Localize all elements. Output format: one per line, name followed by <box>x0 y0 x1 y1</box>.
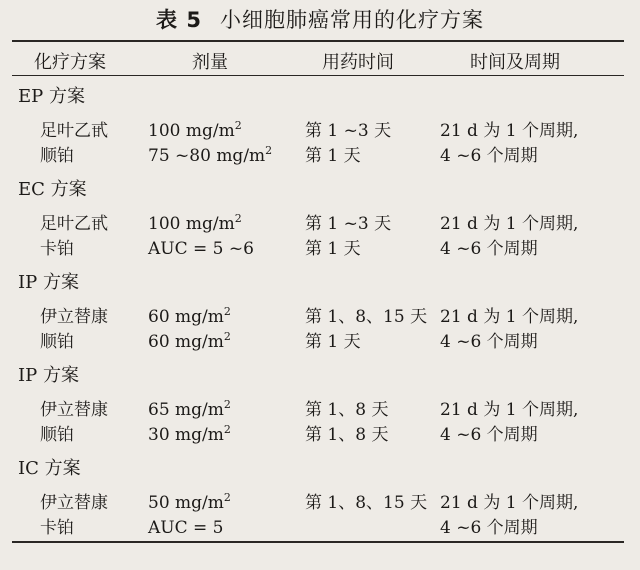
table-title: 小细胞肺癌常用的化疗方案 <box>219 8 484 32</box>
drug-name: 顺铂 <box>40 425 74 445</box>
drug-name: 伊立替康 <box>40 400 108 420</box>
drug-dose <box>148 399 231 421</box>
cycle-info: 4 ~6 个周期 <box>440 146 538 166</box>
dose-value: 30 mg/m <box>148 425 224 445</box>
dosing-time: 第 1 ~3 天 <box>305 214 392 234</box>
cycle-info: 4 ~6 个周期 <box>440 239 538 259</box>
header-cycle: 时间及周期 <box>470 52 560 73</box>
drug-name: 足叶乙甙 <box>40 214 108 234</box>
header-regimen: 化疗方案 <box>34 52 106 73</box>
drug-dose <box>148 331 231 353</box>
dose-exponent: 2 <box>234 119 242 132</box>
bottom-rule <box>12 541 624 543</box>
regimen-name: EC 方案 <box>18 179 87 200</box>
dose-exponent: 2 <box>223 305 231 318</box>
dose-value: 60 mg/m <box>148 332 224 352</box>
regimen-name: EP 方案 <box>18 86 85 107</box>
dose-value: AUC = 5 ~6 <box>148 239 254 259</box>
dosing-time: 第 1 ~3 天 <box>305 121 392 141</box>
drug-name: 伊立替康 <box>40 493 108 513</box>
table-caption <box>0 4 640 34</box>
dose-exponent: 2 <box>265 144 273 157</box>
dosing-time: 第 1 天 <box>305 239 361 259</box>
regimen-name: IP 方案 <box>18 365 79 386</box>
dose-exponent: 2 <box>223 491 231 504</box>
drug-dose <box>148 145 272 167</box>
cycle-info: 21 d 为 1 个周期, <box>440 214 579 234</box>
header-rule <box>12 75 624 76</box>
drug-name: 卡铂 <box>40 518 74 538</box>
drug-name: 卡铂 <box>40 239 74 259</box>
table-number: 表 5 <box>156 8 202 32</box>
dosing-time: 第 1、8、15 天 <box>305 307 428 327</box>
drug-dose <box>148 120 242 142</box>
cycle-info: 4 ~6 个周期 <box>440 332 538 352</box>
dose-value: 60 mg/m <box>148 307 224 327</box>
drug-name: 足叶乙甙 <box>40 121 108 141</box>
drug-name: 伊立替康 <box>40 307 108 327</box>
regimen-name: IP 方案 <box>18 272 79 293</box>
drug-dose <box>148 238 254 260</box>
drug-dose <box>148 306 231 328</box>
dosing-time: 第 1 天 <box>305 332 361 352</box>
header-dose: 剂量 <box>192 52 228 73</box>
dose-exponent: 2 <box>223 423 231 436</box>
dose-value: AUC = 5 <box>148 518 224 538</box>
dosing-time: 第 1 天 <box>305 146 361 166</box>
drug-name: 顺铂 <box>40 332 74 352</box>
cycle-info: 21 d 为 1 个周期, <box>440 493 579 513</box>
dose-exponent: 2 <box>223 330 231 343</box>
top-rule <box>12 40 624 42</box>
drug-dose <box>148 517 223 539</box>
dose-value: 50 mg/m <box>148 493 224 513</box>
dosing-time: 第 1、8 天 <box>305 425 389 445</box>
dose-value: 75 ~80 mg/m <box>148 146 266 166</box>
drug-dose <box>148 424 231 446</box>
dose-value: 100 mg/m <box>148 214 235 234</box>
cycle-info: 4 ~6 个周期 <box>440 518 538 538</box>
cycle-info: 21 d 为 1 个周期, <box>440 400 579 420</box>
regimen-name: IC 方案 <box>18 458 81 479</box>
cycle-info: 21 d 为 1 个周期, <box>440 121 579 141</box>
drug-dose <box>148 213 242 235</box>
dose-value: 65 mg/m <box>148 400 224 420</box>
dose-value: 100 mg/m <box>148 121 235 141</box>
dosing-time: 第 1、8 天 <box>305 400 389 420</box>
drug-name: 顺铂 <box>40 146 74 166</box>
cycle-info: 21 d 为 1 个周期, <box>440 307 579 327</box>
dose-exponent: 2 <box>223 398 231 411</box>
dose-exponent: 2 <box>234 212 242 225</box>
drug-dose <box>148 492 231 514</box>
dosing-time: 第 1、8、15 天 <box>305 493 428 513</box>
header-time: 用药时间 <box>322 52 394 73</box>
cycle-info: 4 ~6 个周期 <box>440 425 538 445</box>
